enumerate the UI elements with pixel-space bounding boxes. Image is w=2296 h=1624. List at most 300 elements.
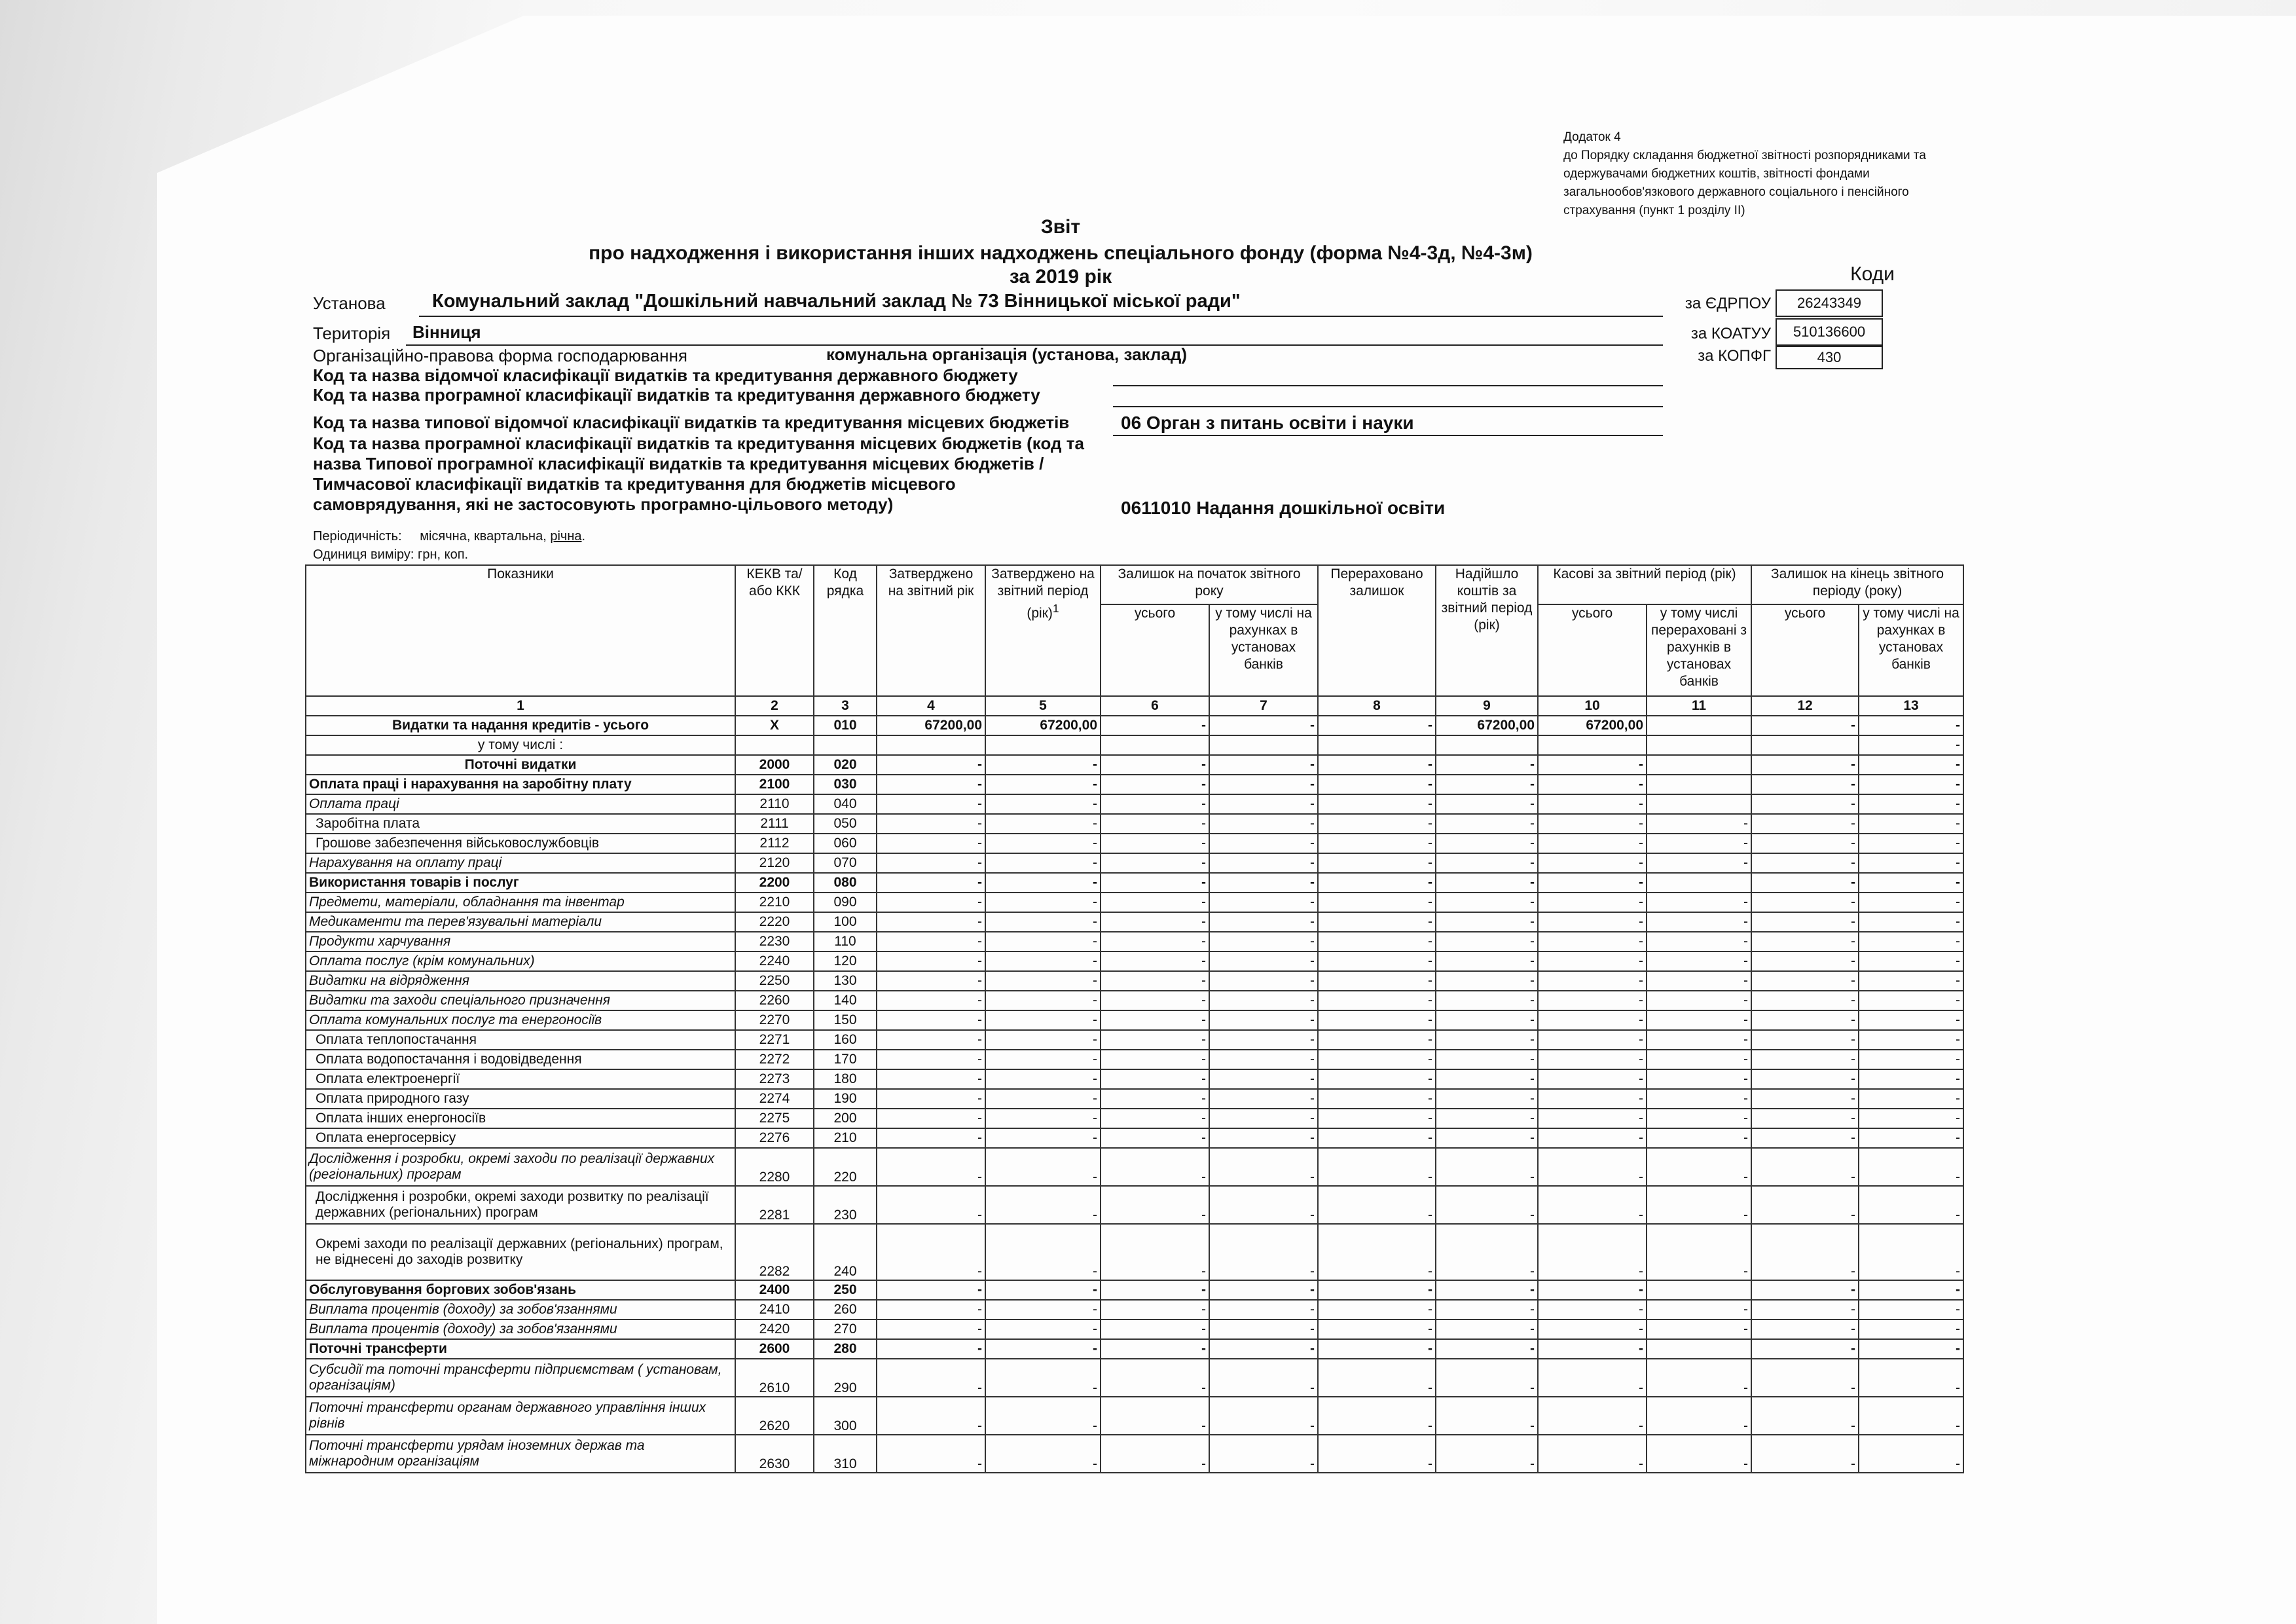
row-value: - — [1436, 893, 1538, 912]
row-indicator-name: Оплата теплопостачання — [306, 1030, 735, 1050]
row-indicator-name: Оплата природного газу — [306, 1089, 735, 1109]
row-kekv: 2280 — [735, 1148, 814, 1186]
prog-local-line: Тимчасової класифікації видатків та кредитування для бюджетів місцевого — [313, 474, 956, 494]
row-code: 080 — [814, 873, 877, 893]
row-code: 200 — [814, 1109, 877, 1128]
unit-of-measure: Одиниця виміру: грн, коп. — [313, 547, 469, 562]
row-value: - — [1318, 873, 1436, 893]
row-value: - — [1318, 1186, 1436, 1224]
row-value: - — [1859, 991, 1963, 1010]
row-indicator-name: Поточні трансферти урядам іноземних держав та міжнародним організаціям — [306, 1435, 735, 1473]
row-value — [1101, 735, 1209, 755]
col-number: 11 — [1647, 696, 1751, 716]
kopfg-label: за КОПФГ — [1698, 347, 1771, 365]
row-value: - — [1101, 1128, 1209, 1148]
row-value: - — [1538, 1300, 1647, 1320]
row-value: - — [985, 991, 1101, 1010]
row-value: - — [1318, 716, 1436, 735]
row-value: - — [1859, 1435, 1963, 1473]
row-value: - — [1647, 912, 1751, 932]
row-value: - — [1101, 932, 1209, 951]
row-indicator-name: Субсидії та поточні трансферти підприємствам ( установам, організаціям) — [306, 1359, 735, 1397]
table-header-row — [306, 565, 1963, 604]
row-code: 030 — [814, 775, 877, 794]
row-code: 240 — [814, 1224, 877, 1280]
row-value: - — [1209, 1128, 1318, 1148]
table-row — [306, 932, 1963, 951]
row-value: - — [1436, 1069, 1538, 1089]
row-code: 060 — [814, 834, 877, 853]
row-value: - — [877, 1280, 985, 1300]
row-value: - — [877, 755, 985, 775]
table-row — [306, 735, 1963, 755]
row-kekv: 2270 — [735, 1010, 814, 1030]
row-code: 040 — [814, 794, 877, 814]
row-value: - — [1859, 735, 1963, 755]
row-value: - — [1318, 971, 1436, 991]
row-value: - — [1538, 1050, 1647, 1069]
row-kekv: 2275 — [735, 1109, 814, 1128]
row-value: - — [1209, 991, 1318, 1010]
header-indicators: Показники — [306, 565, 735, 696]
appendix-line: страхування (пункт 1 розділу II) — [1563, 204, 1745, 217]
row-value: - — [1859, 873, 1963, 893]
row-value: - — [1751, 873, 1859, 893]
row-value: - — [1859, 853, 1963, 873]
row-value: - — [1859, 716, 1963, 735]
row-value: - — [877, 1300, 985, 1320]
row-value: - — [1751, 932, 1859, 951]
row-value — [877, 735, 985, 755]
row-value: - — [1101, 991, 1209, 1010]
row-value: - — [1318, 814, 1436, 834]
row-code: 190 — [814, 1089, 877, 1109]
row-value — [1436, 735, 1538, 755]
row-value: - — [1209, 775, 1318, 794]
table-row — [306, 873, 1963, 893]
row-value: - — [1859, 1148, 1963, 1186]
row-value: - — [877, 814, 985, 834]
row-value: 67200,00 — [877, 716, 985, 735]
row-value: - — [1101, 1186, 1209, 1224]
row-value: - — [1209, 1010, 1318, 1030]
row-value: - — [877, 893, 985, 912]
row-value: - — [1209, 1109, 1318, 1128]
row-value: - — [1101, 1148, 1209, 1186]
row-kekv: 2240 — [735, 951, 814, 971]
row-value: - — [1751, 1186, 1859, 1224]
row-value: - — [877, 1030, 985, 1050]
row-indicator-name: Поточні видатки — [306, 755, 735, 775]
row-indicator-name: Оплата енергосервісу — [306, 1128, 735, 1148]
dept-state-label: Код та назва відомчої класифікації видатків та кредитування державного бюджету — [313, 365, 1018, 385]
table-row — [306, 1280, 1963, 1300]
row-value: - — [1209, 853, 1318, 873]
row-value: - — [1538, 853, 1647, 873]
row-value — [1318, 735, 1436, 755]
table-row — [306, 1300, 1963, 1320]
row-value: - — [877, 1069, 985, 1089]
row-value: - — [877, 1186, 985, 1224]
row-value: - — [1859, 1089, 1963, 1109]
row-value: - — [1101, 1359, 1209, 1397]
periodicity-label: Періодичність: — [313, 529, 402, 544]
row-value — [985, 735, 1101, 755]
row-kekv: 2273 — [735, 1069, 814, 1089]
row-value: - — [985, 814, 1101, 834]
row-kekv: 2210 — [735, 893, 814, 912]
row-value: - — [1318, 775, 1436, 794]
report-title: Звіт — [1040, 216, 1081, 238]
row-value: - — [1318, 755, 1436, 775]
row-value: - — [1101, 853, 1209, 873]
row-value: - — [1859, 1128, 1963, 1148]
row-value: - — [1209, 951, 1318, 971]
row-value: - — [877, 1224, 985, 1280]
row-value: - — [985, 1186, 1101, 1224]
row-value: - — [1436, 1224, 1538, 1280]
row-value: - — [1647, 1148, 1751, 1186]
row-value: - — [1436, 1050, 1538, 1069]
row-kekv: 2200 — [735, 873, 814, 893]
row-code: 120 — [814, 951, 877, 971]
col-number: 10 — [1538, 696, 1647, 716]
header-approved-year: Затверджено на звітний рік — [877, 565, 985, 696]
row-value: - — [1436, 1359, 1538, 1397]
report-year: за 2019 рік — [1009, 266, 1112, 287]
row-value: - — [877, 1320, 985, 1339]
row-value: - — [985, 893, 1101, 912]
row-value: - — [1859, 1359, 1963, 1397]
row-value: - — [985, 951, 1101, 971]
row-value: - — [1436, 932, 1538, 951]
row-indicator-name: Видатки на відрядження — [306, 971, 735, 991]
row-value: - — [985, 853, 1101, 873]
row-value: - — [1209, 755, 1318, 775]
table-row — [306, 775, 1963, 794]
row-value: 67200,00 — [1436, 716, 1538, 735]
row-value: - — [1538, 1186, 1647, 1224]
row-value: - — [1436, 1186, 1538, 1224]
row-indicator-name: Оплата праці і нарахування на заробітну плату — [306, 775, 735, 794]
row-value: - — [1209, 1069, 1318, 1089]
row-value: - — [1751, 912, 1859, 932]
row-value: - — [1751, 1359, 1859, 1397]
row-value: - — [1859, 834, 1963, 853]
row-kekv: 2282 — [735, 1224, 814, 1280]
row-value: - — [985, 1280, 1101, 1300]
row-value: - — [1751, 1069, 1859, 1089]
row-value: - — [1647, 853, 1751, 873]
row-value: - — [1318, 1109, 1436, 1128]
row-value: - — [985, 912, 1101, 932]
row-value: - — [1436, 1300, 1538, 1320]
row-kekv: 2276 — [735, 1128, 814, 1148]
row-kekv: 2250 — [735, 971, 814, 991]
row-code: 010 — [814, 716, 877, 735]
row-value: - — [1538, 794, 1647, 814]
row-kekv: 2600 — [735, 1339, 814, 1359]
row-value: - — [1538, 814, 1647, 834]
row-code: 180 — [814, 1069, 877, 1089]
row-value: - — [1647, 1320, 1751, 1339]
row-value: - — [1436, 1339, 1538, 1359]
row-value: - — [1436, 1280, 1538, 1300]
row-value: - — [985, 932, 1101, 951]
row-value: - — [877, 932, 985, 951]
col-number: 13 — [1859, 696, 1963, 716]
row-value: - — [1647, 1109, 1751, 1128]
row-value: - — [1538, 755, 1647, 775]
institution-label: Установа — [313, 293, 386, 313]
row-value: - — [1101, 1397, 1209, 1435]
row-value: - — [1647, 1069, 1751, 1089]
row-value: - — [877, 991, 985, 1010]
row-value: - — [1859, 814, 1963, 834]
row-value: - — [985, 1339, 1101, 1359]
header-approved-period — [985, 565, 1101, 696]
row-value: - — [877, 1435, 985, 1473]
row-value: - — [1318, 1280, 1436, 1300]
row-kekv: 2610 — [735, 1359, 814, 1397]
row-value: - — [877, 1397, 985, 1435]
row-value: - — [1318, 1030, 1436, 1050]
row-value: - — [1436, 1030, 1538, 1050]
row-value: - — [1647, 1435, 1751, 1473]
dept-state-underline — [1113, 385, 1663, 386]
row-kekv: 2112 — [735, 834, 814, 853]
periodicity-selected: річна — [550, 529, 582, 544]
row-value: - — [1751, 893, 1859, 912]
prog-local-line: самоврядування, які не застосовують програмно-цільового методу) — [313, 494, 894, 514]
row-kekv — [735, 735, 814, 755]
row-value — [1647, 794, 1751, 814]
row-value: - — [1209, 1030, 1318, 1050]
row-value: - — [1209, 893, 1318, 912]
row-value: - — [1318, 991, 1436, 1010]
row-indicator-name: Оплата водопостачання і водовідведення — [306, 1050, 735, 1069]
table-row — [306, 912, 1963, 932]
row-value: - — [1101, 716, 1209, 735]
row-value: - — [1859, 1109, 1963, 1128]
row-value: - — [1101, 1089, 1209, 1109]
periodicity-suffix: . — [581, 529, 586, 544]
row-kekv: 2100 — [735, 775, 814, 794]
row-indicator-name: Оплата інших енергоносіїв — [306, 1109, 735, 1128]
header-transferred: Перераховано залишок — [1318, 565, 1436, 696]
row-value: - — [1538, 991, 1647, 1010]
row-value: - — [1436, 1397, 1538, 1435]
table-row — [306, 853, 1963, 873]
row-value: - — [877, 873, 985, 893]
row-value: - — [1318, 1300, 1436, 1320]
row-value: - — [1436, 755, 1538, 775]
appendix-line: загальнообов'язкового державного соціального і пенсійного — [1563, 185, 1909, 199]
row-indicator-name: Видатки та заходи спеціального призначення — [306, 991, 735, 1010]
row-value: - — [1101, 794, 1209, 814]
row-value: - — [1436, 1148, 1538, 1186]
table-row — [306, 951, 1963, 971]
row-value: - — [1647, 932, 1751, 951]
row-value: - — [1318, 853, 1436, 873]
edrpou-label: за ЄДРПОУ — [1685, 295, 1771, 312]
header-balance-end: Залишок на кінець звітного періоду (року) — [1751, 565, 1963, 604]
row-value: - — [877, 834, 985, 853]
row-value: - — [1436, 1109, 1538, 1128]
row-value: - — [1209, 873, 1318, 893]
row-value: - — [1436, 1320, 1538, 1339]
row-value: - — [1318, 932, 1436, 951]
prog-state-label: Код та назва програмної класифікації видатків та кредитування державного бюджету — [313, 385, 1040, 405]
col-number: 4 — [877, 696, 985, 716]
column-numbers-row — [306, 696, 1963, 716]
row-value: - — [1436, 951, 1538, 971]
row-value: - — [1209, 1300, 1318, 1320]
table-row — [306, 1397, 1963, 1435]
row-value: - — [1209, 1186, 1318, 1224]
row-value: - — [1647, 814, 1751, 834]
row-value: - — [1751, 1320, 1859, 1339]
row-value — [1647, 775, 1751, 794]
table-row — [306, 834, 1963, 853]
row-value: - — [1436, 853, 1538, 873]
table-row — [306, 971, 1963, 991]
col-number: 2 — [735, 696, 814, 716]
row-kekv: 2400 — [735, 1280, 814, 1300]
table-row — [306, 1186, 1963, 1224]
col-number: 9 — [1436, 696, 1538, 716]
row-value: - — [1101, 951, 1209, 971]
row-value: - — [877, 794, 985, 814]
row-kekv: 2220 — [735, 912, 814, 932]
prog-local-line: Код та назва програмної класифікації видатків та кредитування місцевих бюджетів (код та — [313, 434, 1084, 453]
row-value: - — [1318, 794, 1436, 814]
row-value: - — [1209, 912, 1318, 932]
row-value: - — [1751, 1397, 1859, 1435]
row-value: - — [1101, 1300, 1209, 1320]
col-number: 8 — [1318, 696, 1436, 716]
row-value: - — [1751, 794, 1859, 814]
row-value: - — [1318, 912, 1436, 932]
row-value: - — [1647, 991, 1751, 1010]
territory-name: Вінниця — [412, 322, 481, 342]
row-value: - — [877, 1148, 985, 1186]
row-value: - — [1647, 971, 1751, 991]
row-value: - — [877, 853, 985, 873]
col-number: 3 — [814, 696, 877, 716]
dept-local-value: 06 Орган з питань освіти і науки — [1121, 413, 1414, 433]
row-value: - — [1538, 893, 1647, 912]
header-approved-period-sup: 1 — [1052, 602, 1059, 615]
col-number: 12 — [1751, 696, 1859, 716]
periodicity — [313, 529, 585, 544]
row-value: - — [1318, 1435, 1436, 1473]
row-value: - — [1538, 1224, 1647, 1280]
row-code: 280 — [814, 1339, 877, 1359]
row-value: - — [1647, 1010, 1751, 1030]
row-kekv: 2000 — [735, 755, 814, 775]
row-kekv: 2630 — [735, 1435, 814, 1473]
row-code: 070 — [814, 853, 877, 873]
row-value: - — [1751, 1030, 1859, 1050]
institution-name: Комунальний заклад "Дошкільний навчальний заклад № 73 Вінницької міської ради" — [432, 291, 1241, 312]
row-indicator-name: Грошове забезпечення військовослужбовців — [306, 834, 735, 853]
row-value: - — [1436, 971, 1538, 991]
row-indicator-name: Предмети, матеріали, обладнання та інвентар — [306, 893, 735, 912]
table-row — [306, 716, 1963, 735]
row-indicator-name: Обслуговування боргових зобов'язань — [306, 1280, 735, 1300]
row-value: - — [985, 1128, 1101, 1148]
row-value: - — [1538, 951, 1647, 971]
row-value: - — [1538, 932, 1647, 951]
row-value: - — [1538, 1109, 1647, 1128]
table-row — [306, 1109, 1963, 1128]
row-kekv: 2620 — [735, 1397, 814, 1435]
row-kekv: 2410 — [735, 1300, 814, 1320]
row-value: - — [1101, 1109, 1209, 1128]
row-value: - — [1101, 1339, 1209, 1359]
row-value: - — [1101, 1280, 1209, 1300]
row-value: - — [1101, 893, 1209, 912]
row-value — [1209, 735, 1318, 755]
row-value: - — [1751, 853, 1859, 873]
row-value: - — [1859, 1397, 1963, 1435]
row-value: - — [1647, 1224, 1751, 1280]
row-value: - — [1101, 1224, 1209, 1280]
row-value: - — [1859, 1050, 1963, 1069]
row-value: - — [1538, 1397, 1647, 1435]
col-number: 7 — [1209, 696, 1318, 716]
appendix-note — [1563, 128, 1956, 220]
row-value: - — [1209, 814, 1318, 834]
table-row — [306, 794, 1963, 814]
row-value: - — [1538, 1339, 1647, 1359]
row-value: - — [1647, 1128, 1751, 1148]
row-value: - — [1101, 912, 1209, 932]
header-cash-transferred-banks: у тому числі перераховані з рахунків в установах банків — [1647, 604, 1751, 696]
row-value: - — [1751, 1010, 1859, 1030]
row-indicator-name: Окремі заходи по реалізації державних (регіональних) програм, не віднесені до заходів розвитку — [306, 1224, 735, 1280]
row-value: - — [1209, 1148, 1318, 1186]
row-value: - — [1436, 794, 1538, 814]
row-value: - — [1209, 794, 1318, 814]
row-code: 310 — [814, 1435, 877, 1473]
row-value: - — [1101, 1050, 1209, 1069]
header-cash: Касові за звітний період (рік) — [1538, 565, 1751, 604]
row-value: - — [1647, 834, 1751, 853]
col-number: 1 — [306, 696, 735, 716]
row-value: - — [1647, 893, 1751, 912]
row-value: - — [1859, 1224, 1963, 1280]
row-value: 67200,00 — [985, 716, 1101, 735]
koatuu-code: 510136600 — [1776, 318, 1883, 346]
row-value: - — [1318, 1320, 1436, 1339]
row-indicator-name: Оплата послуг (крім комунальних) — [306, 951, 735, 971]
row-value: - — [985, 1435, 1101, 1473]
row-value: - — [1209, 1050, 1318, 1069]
row-code: 220 — [814, 1148, 877, 1186]
row-value: - — [1859, 1010, 1963, 1030]
row-value: - — [1436, 775, 1538, 794]
row-value: - — [877, 1050, 985, 1069]
row-value: - — [1101, 1435, 1209, 1473]
appendix-line: Додаток 4 — [1563, 130, 1621, 144]
row-code: 160 — [814, 1030, 877, 1050]
koatuu-label: за КОАТУУ — [1690, 325, 1771, 342]
row-kekv: 2271 — [735, 1030, 814, 1050]
row-code: 090 — [814, 893, 877, 912]
dept-local-label: Код та назва типової відомчої класифікації видатків та кредитування місцевих бюджетів — [313, 413, 1070, 432]
